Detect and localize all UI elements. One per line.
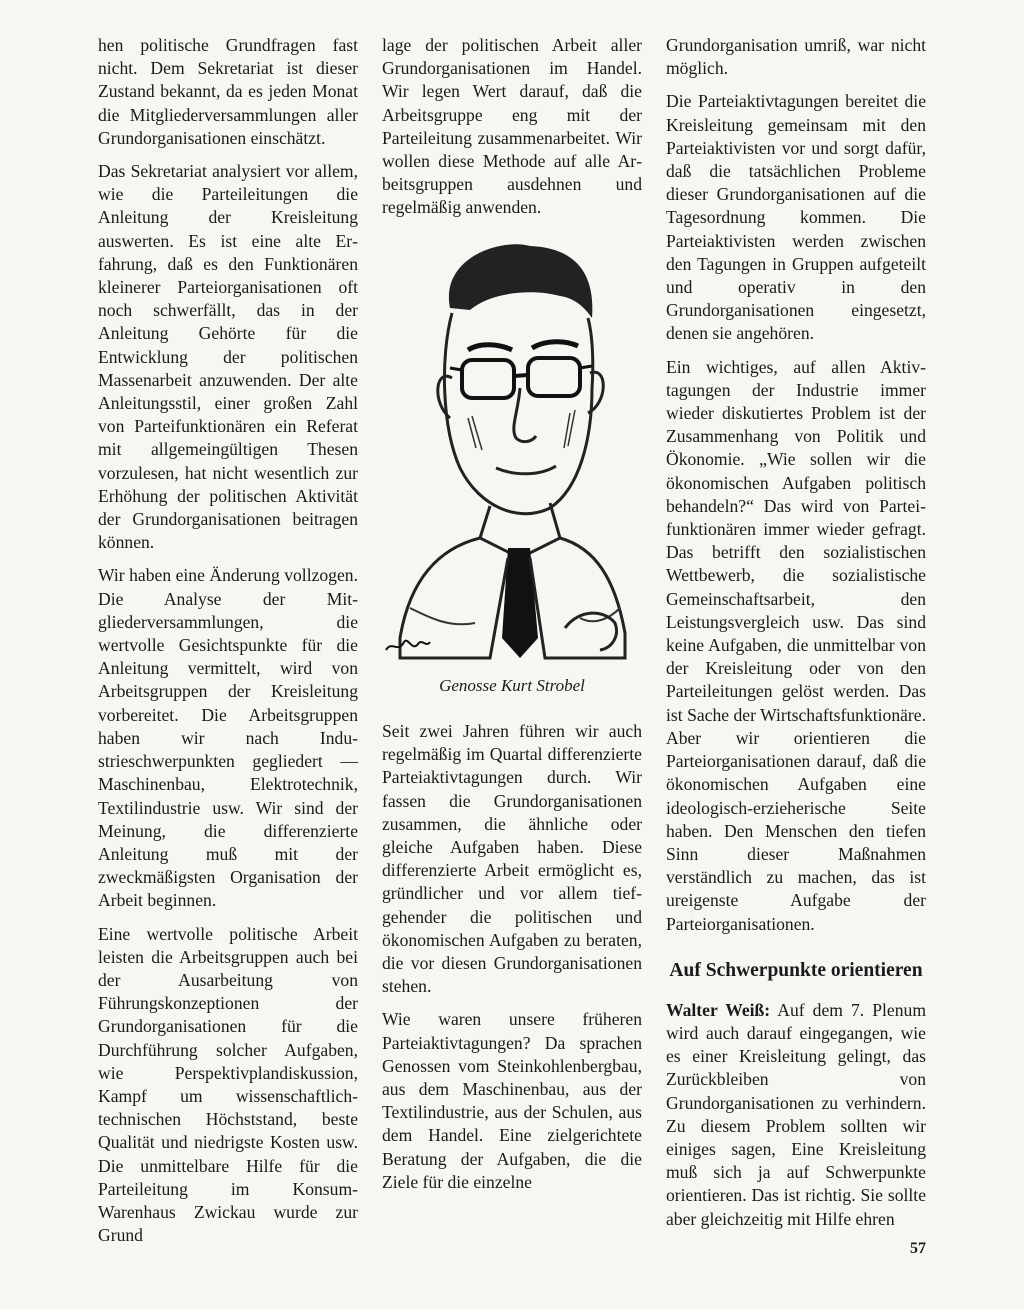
paragraph: Das Sekretariat analysiert vor allem, wie die Parteileitungen die Anleitung der Kreisleitung auswerten. Es ist eine alte Erfahrung, daß es den Funktionären kleinerer Parteiorganisationen oft noch schwerfällt, das in der Anleitung Gehörte für die Entwicklung der politischen Massenarbeit anzuwenden. Der alte Anleitungsstil, einer großen Zahl von Parteifunktionären ein Referat mit allgemeingültigen Thesen vorzulesen, hat nicht wesentlich zur Erhöhung der politischen Aktivität der Grundorganisationen beitragen können. — [98, 161, 358, 553]
illustration-caption: Genosse Kurt Strobel — [439, 676, 585, 695]
paragraph: hen politische Grundfragen fast nicht. Dem Sekretariat ist dieser Zustand bekannt, da es jeden Monat die Mitgliederversammlungen aller Grundorganisationen einschätzt. — [98, 35, 358, 148]
paragraph: Seit zwei Jahren führen wir auch regelmäßig im Quartal differenzierte Parteiaktivtagungen durch. Wir fassen die Grundorganisationen zusammen, die ähnliche oder gleiche Aufgaben haben. Diese differenzierte Arbeit ermöglicht es, gründlicher und vor allem tiefgehender die politischen und ökonomischen Aufgaben zu beraten, die vor diesen Grundorganisationen stehen. — [382, 721, 642, 997]
column-middle-top — [382, 34, 642, 230]
paragraph: Die Parteiaktivtagungen bereitet die Kreisleitung gemeinsam mit den Parteiaktivisten vor und sorgt dafür, daß die tatsächlichen Probleme dieser Grundorganisationen auf die Tagesordnung kommen. Die Parteiaktivisten werden zwischen den Tagungen in Gruppen aufgeteilt und operativ in den Grundorganisationen eingesetzt, denen sie angehören. — [666, 91, 926, 344]
page-number: 57 — [910, 1240, 926, 1257]
speaker-name: Walter Weiß: — [666, 999, 771, 1020]
paragraph: Grundorganisation umriß, war nicht möglich. — [666, 35, 926, 79]
section-heading: Auf Schwerpunkte orientieren — [669, 959, 923, 981]
portrait-illustration — [380, 238, 642, 668]
paragraph: Eine wertvolle politische Arbeit leisten die Arbeitsgruppen auch bei der Ausarbeitung von Führungskonzeptionen der Grundorganisationen für die Durchführung solcher Aufgaben, wie Perspektivplandiskussion, Kampf um wissenschaftlich-technischen Höchststand, beste Qualität und niedrigste Kosten usw. Die unmittelbare Hilfe für die Parteileitung im Konsum-Warenhaus Zwickau wurde zur Grund — [98, 923, 358, 1246]
column-middle-bottom — [382, 720, 642, 1204]
column-right — [666, 34, 926, 1241]
paragraph-text: Auf dem 7. Plenum wird auch darauf eingegangen, wie es einer Kreisleitung gelingt, das Zurückbleiben von Grundorganisationen zu verhindern. Zu diesem Problem sollten wir einiges sagen, Eine Kreisleitung muß sich ja auf Schwerpunkte orientieren. Das ist richtig. Sie sollte aber gleichzeitig mit Hilfe ehren — [666, 999, 927, 1229]
paragraph: Wir haben eine Änderung vollzogen. Die Analyse der Mitgliederversammlungen, die wertvolle Gesichtspunkte für die Anleitung vermittelt, wird von Arbeitsgruppen der Kreisleitung vorbereitet. Die Arbeitsgruppen haben wir nach Industrieschwerpunkten gegliedert — Maschinenbau, Elektrotechnik, Textilindustrie usw. Wir sind der Meinung, die differenzierte Anleitung muß mit der zweckmäßigsten Organisation der Arbeit beginnen. — [98, 565, 358, 911]
paragraph: Wie waren unsere früheren Parteiaktivtagungen? Da sprachen Genossen vom Steinkohlenbergbau, aus dem Maschinenbau, aus der Textilindustrie, aus der Schulen, aus dem Handel. Eine zielgerichtete Beratung der Aufgaben, die die Ziele für die einzelne — [382, 1009, 642, 1192]
paragraph — [666, 999, 926, 1231]
column-left — [98, 34, 358, 1257]
paragraph: lage der politischen Arbeit aller Grundorganisationen im Handel. Wir legen Wert darauf, daß die Arbeitsgruppe eng mit der Parteileitung zusammenarbeitet. Wir wollen diese Methode auf alle Arbeitsgruppen ausdehnen und regelmäßig anwenden. — [382, 35, 642, 218]
paragraph: Ein wichtiges, auf allen Aktivtagungen der Industrie immer wieder diskutiertes Problem ist der Zusammenhang von Politik und Ökonomie. „Wie sollen wir die ökonomischen Aufgaben politisch behandeln?“ Das wird von Parteifunktionären immer wieder gefragt. Das betrifft den sozialistischen Wettbewerb, die sozialistische Gemeinschaftsarbeit, den Leistungsvergleich usw. Das sind keine Aufgaben, die unmittelbar von der Kreisleitung oder von den Parteileitungen gelöst werden. Das ist Sache der Wirtschaftsfunktionäre. Aber wir orientieren die Parteiorganisationen darauf, daß die ökonomischen Aufgaben eine ideologisch-erzieherische Seite haben. Den Menschen den tiefen Sinn dieser Maßnahmen verständlich zu machen, das ist ureigenste Aufgabe der Parteiorganisationen. — [666, 356, 926, 934]
